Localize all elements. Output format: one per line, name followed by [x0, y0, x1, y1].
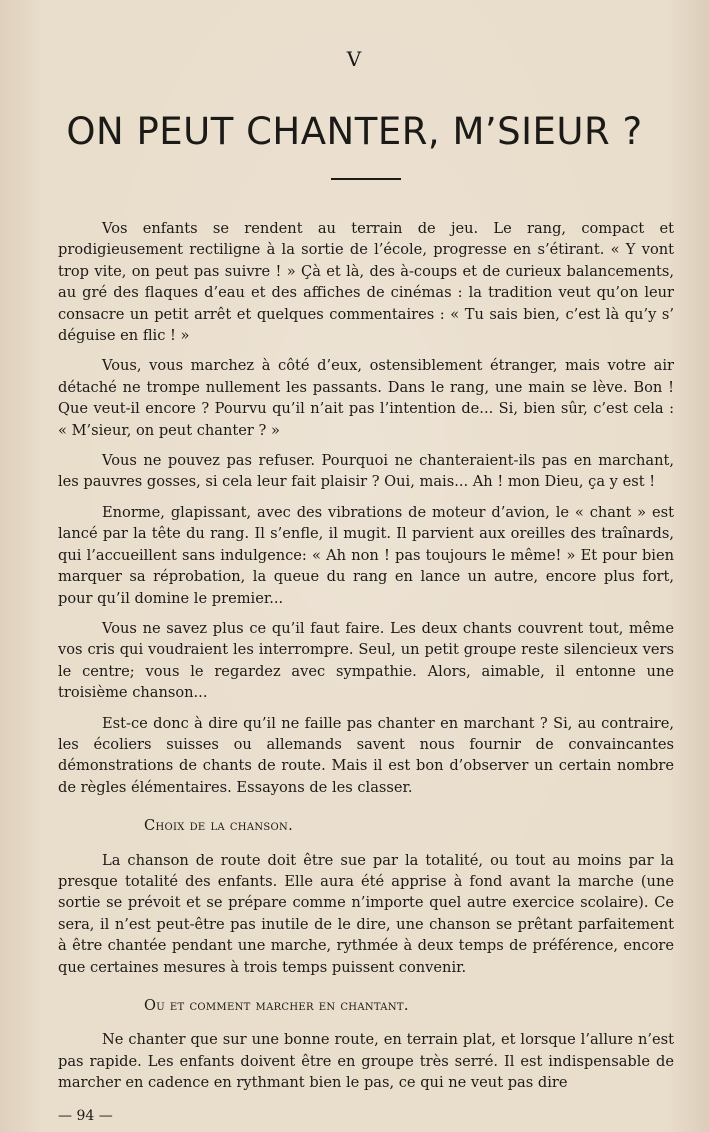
body-text	[58, 218, 674, 1103]
paragraph: Vos enfants se rendent au terrain de jeu. Le rang, compact et prodigieusement rectiligne à la sortie de l’école, progresse en s’étirant. « Y vont trop vite, on peut pas suivre ! » Çà et là, des à-coups et de curieux balancements, au gré des flaques d’eau et des affiches de cinémas : la tradition veut qu’on leur consacre un petit arrêt et quelques commentaires : « Tu sais bien, c’est là qu’y s’ déguise en flic ! »	[58, 220, 674, 345]
section-heading-where-how: Ou et comment marcher en chantant.	[144, 997, 409, 1014]
section-paragraph: Ne chanter que sur une bonne route, en terrain plat, et lorsque l’allure n’est pas rapide. Les enfants doivent être en groupe très serré. Il est indispensable de marcher en cadence en rythmant bien le pas, ce qui ne veut pas dire	[58, 1031, 674, 1092]
chapter-title: ON PEUT CHANTER, M’SIEUR ?	[66, 110, 643, 153]
section-heading-choice: Choix de la chanson.	[144, 817, 294, 835]
paragraph: Vous ne savez plus ce qu’il faut faire. Les deux chants couvrent tout, même vos cris qui voudraient les interrompre. Seul, un petit groupe reste silencieux vers le centre; vous le regardez avec sympathie. Alors, aimable, il entonne une troisième chanson...	[58, 619, 674, 702]
paragraph: Vous ne pouvez pas refuser. Pourquoi ne chanteraient-ils pas en marchant, les pauvres gosses, si cela leur fait plaisir ? Oui, mais... Ah ! mon Dieu, ça y est !	[58, 452, 674, 491]
chapter-number: V	[346, 47, 363, 71]
page-number: — 94 —	[58, 1108, 113, 1124]
paragraph: Enorme, glapissant, avec des vibrations de moteur d’avion, le « chant » est lancé par la tête du rang. Il s’enfle, il mugit. Il parvient aux oreilles des traînards, qui l’accueillent sans indulgence: « Ah non ! pas toujours le même! » Et pour bien marquer sa réprobation, la queue du rang en lance un autre, encore plus fort, pour qu’il domine le premier...	[58, 503, 674, 607]
paragraph: Vous, vous marchez à côté d’eux, ostensiblement étranger, mais votre air détaché ne trompe nullement les passants. Dans le rang, une main se lève. Bon ! Que veut-il encore ? Pourvu qu’il n’ait pas l’intention de... Si, bien sûr, c’est cela : « M’sieur, on peut chanter ? »	[58, 357, 674, 439]
paragraph: Est-ce donc à dire qu’il ne faille pas chanter en marchant ? Si, au contraire, les écoliers suisses ou allemands savent nous fournir de convaincantes démonstrations de chants de route. Mais il est bon d’observer un certain nombre de règles élémentaires. Essayons de les classer.	[58, 714, 674, 796]
title-divider	[331, 178, 401, 180]
section-paragraph: La chanson de route doit être sue par la totalité, ou tout au moins par la presque totalité des enfants. Elle aura été apprise à fond avant la marche (une sortie se prévoit et se prépare comme n’importe quel autre exercice scolaire). Ce sera, il n’est peut-être pas inutile de le dire, une chanson se prêtant parfaitement à être chantée pendant une marche, rythmée à deux temps de préférence, encore que certaines mesures à trois temps puissent convenir.	[58, 851, 674, 976]
